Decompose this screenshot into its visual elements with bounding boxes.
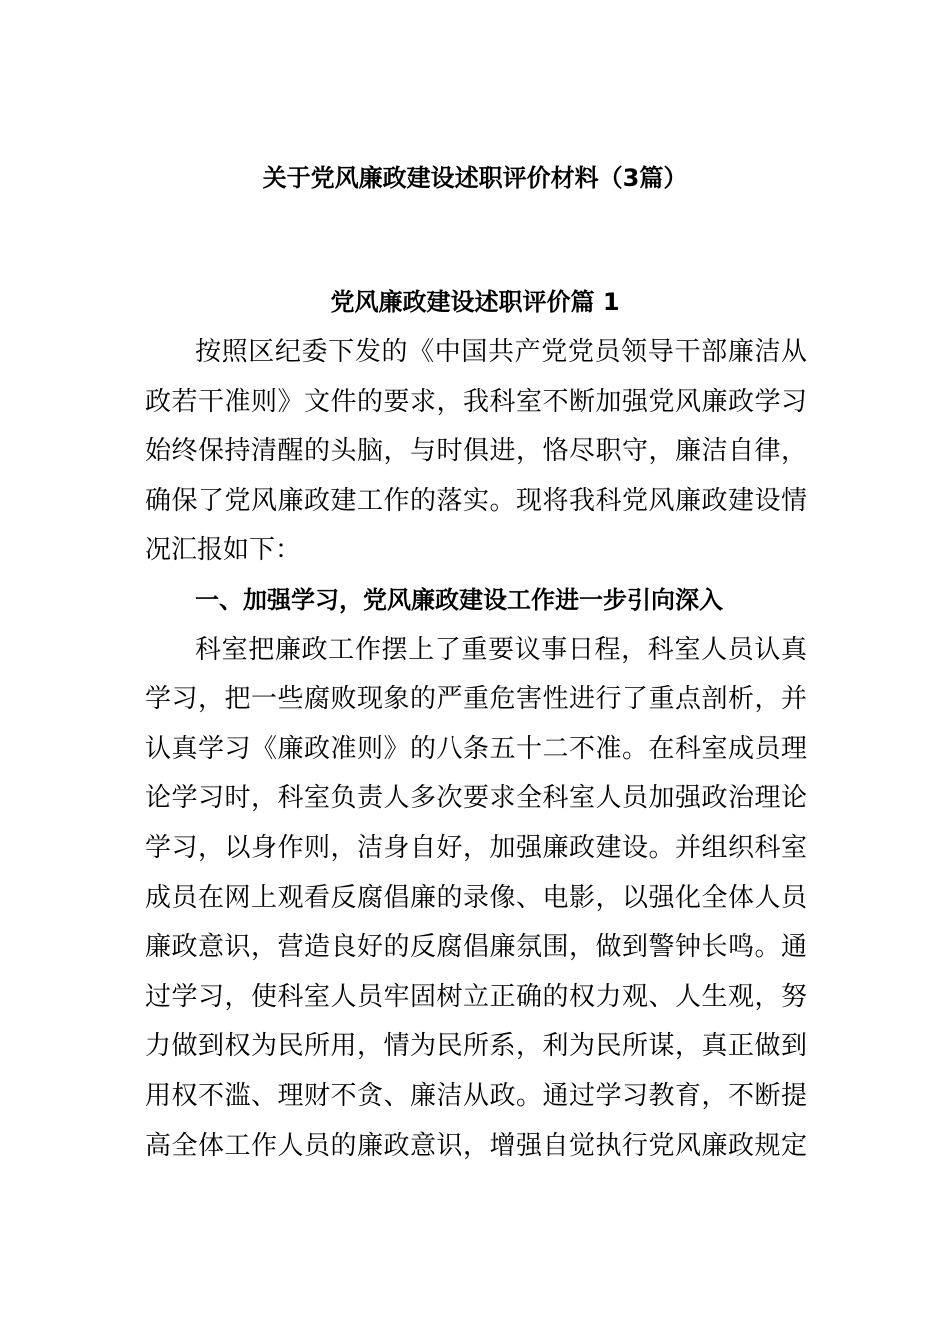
paragraph-line: 况汇报如下： — [145, 535, 302, 566]
paragraph-line: 力做到权为民所用，情为民所系，利为民所谋，真正做到 — [145, 1031, 807, 1062]
paragraph-line: 学习，把一些腐败现象的严重危害性进行了重点剖析，并 — [145, 684, 807, 715]
paragraph-line: 学习，以身作则，洁身自好，加强廉政建设。并组织科室 — [145, 832, 807, 863]
paragraph-line: 高全体工作人员的廉政意识，增强自觉执行党风廉政规定 — [145, 1130, 807, 1161]
paragraph-line: 认真学习《廉政准则》的八条五十二不准。在科室成员理 — [145, 733, 807, 764]
section-title: 党风廉政建设述职评价篇 1 — [330, 288, 620, 316]
paragraph-line: 政若干准则》文件的要求，我科室不断加强党风廉政学习 — [145, 386, 807, 417]
paragraph-line: 过学习，使科室人员牢固树立正确的权力观、人生观，努 — [145, 981, 807, 1012]
paragraph-line: 科室把廉政工作摆上了重要议事日程，科室人员认真 — [195, 634, 807, 665]
paragraph-line: 论学习时，科室负责人多次要求全科室人员加强政治理论 — [145, 783, 807, 814]
paragraph-line: 确保了党风廉政建工作的落实。现将我科党风廉政建设情 — [145, 485, 807, 516]
paragraph-line: 始终保持清醒的头脑，与时俱进，恪尽职守，廉洁自律， — [145, 436, 807, 467]
paragraph-line: 成员在网上观看反腐倡廉的录像、电影，以强化全体人员 — [145, 882, 807, 913]
body-text — [145, 328, 807, 1171]
subheading: 一、加强学习，党风廉政建设工作进一步引向深入 — [195, 585, 723, 614]
paragraph-line: 用权不滥、理财不贪、廉洁从政。通过学习教育，不断提 — [145, 1080, 807, 1111]
paragraph-line: 廉政意识，营造良好的反腐倡廉氛围，做到警钟长鸣。通 — [145, 932, 807, 963]
document-title: 关于党风廉政建设述职评价材料（3篇） — [262, 164, 688, 192]
paragraph-line: 按照区纪委下发的《中国共产党党员领导干部廉洁从 — [195, 337, 807, 367]
